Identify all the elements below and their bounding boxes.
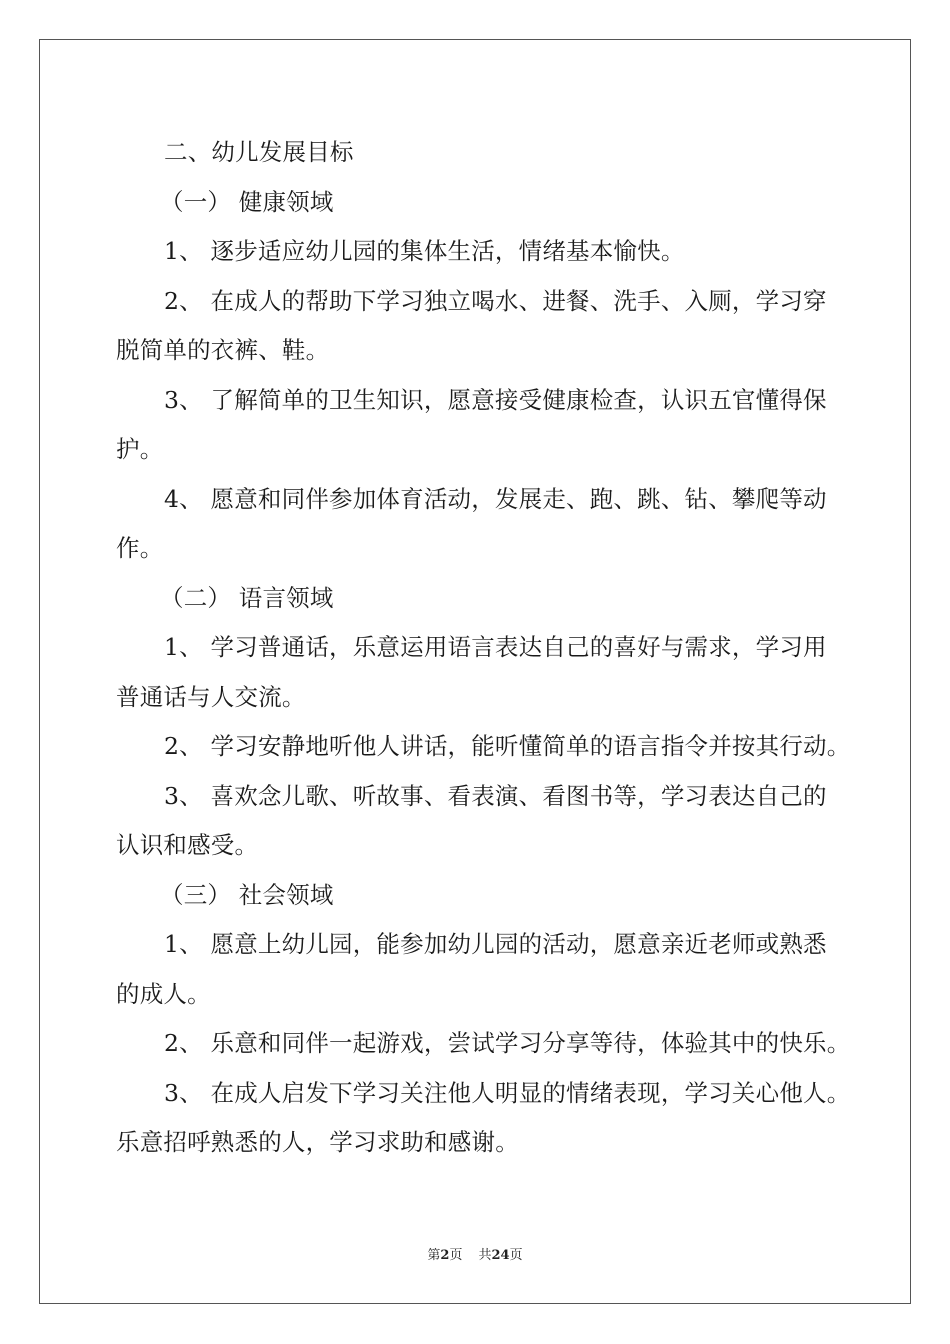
paragraph-line: 脱简单的衣裤、鞋。	[116, 336, 330, 364]
paragraph-line: 3、 了解简单的卫生知识，愿意接受健康检查，认识五官懂得保	[164, 385, 827, 414]
paragraph-line: 普通话与人交流。	[116, 682, 306, 711]
total-pages: 24	[491, 1248, 510, 1263]
paragraph-line: 2、 乐意和同伴一起游戏，尝试学习分享等待，体验其中的快乐。	[164, 1029, 851, 1057]
total-prefix: 共	[478, 1248, 492, 1263]
paragraph-line: 1、 学习普通话，乐意运用语言表达自己的喜好与需求，学习用	[164, 633, 827, 661]
section-heading: 二、幼儿发展目标	[164, 138, 354, 166]
paragraph-line: 2、 学习安静地听他人讲话，能听懂简单的语言指令并按其行动。	[164, 732, 851, 760]
page-footer	[0, 1244, 950, 1263]
paragraph-line: 乐意招呼熟悉的人，学习求助和感谢。	[116, 1128, 519, 1156]
subsection-heading-language: （二） 语言领域	[160, 583, 334, 612]
page-suffix: 页	[449, 1248, 463, 1263]
paragraph-line: 的成人。	[116, 979, 211, 1008]
paragraph-line: 1、 逐步适应幼儿园的集体生活，情绪基本愉快。	[164, 237, 685, 265]
paragraph-line: 1、 愿意上幼儿园，能参加幼儿园的活动，愿意亲近老师或熟悉	[164, 930, 827, 958]
subsection-heading-social: （三） 社会领域	[160, 880, 334, 909]
paragraph-line: 认识和感受。	[116, 831, 259, 859]
paragraph-line: 护。	[116, 435, 164, 463]
paragraph-line: 3、 在成人启发下学习关注他人明显的情绪表现，学习关心他人。	[164, 1078, 851, 1107]
total-suffix: 页	[509, 1248, 523, 1263]
paragraph-line: 2、 在成人的帮助下学习独立喝水、进餐、洗手、入厕，学习穿	[164, 286, 827, 315]
paragraph-line: 作。	[116, 534, 164, 562]
page-number: 2	[440, 1248, 450, 1263]
page-prefix: 第	[427, 1248, 441, 1263]
paragraph-line: 4、 愿意和同伴参加体育活动，发展走、跑、跳、钻、攀爬等动	[164, 484, 827, 513]
document-body	[116, 128, 851, 1168]
paragraph-line: 3、 喜欢念儿歌、听故事、看表演、看图书等，学习表达自己的	[164, 781, 827, 810]
subsection-heading-health: （一） 健康领域	[160, 187, 334, 216]
